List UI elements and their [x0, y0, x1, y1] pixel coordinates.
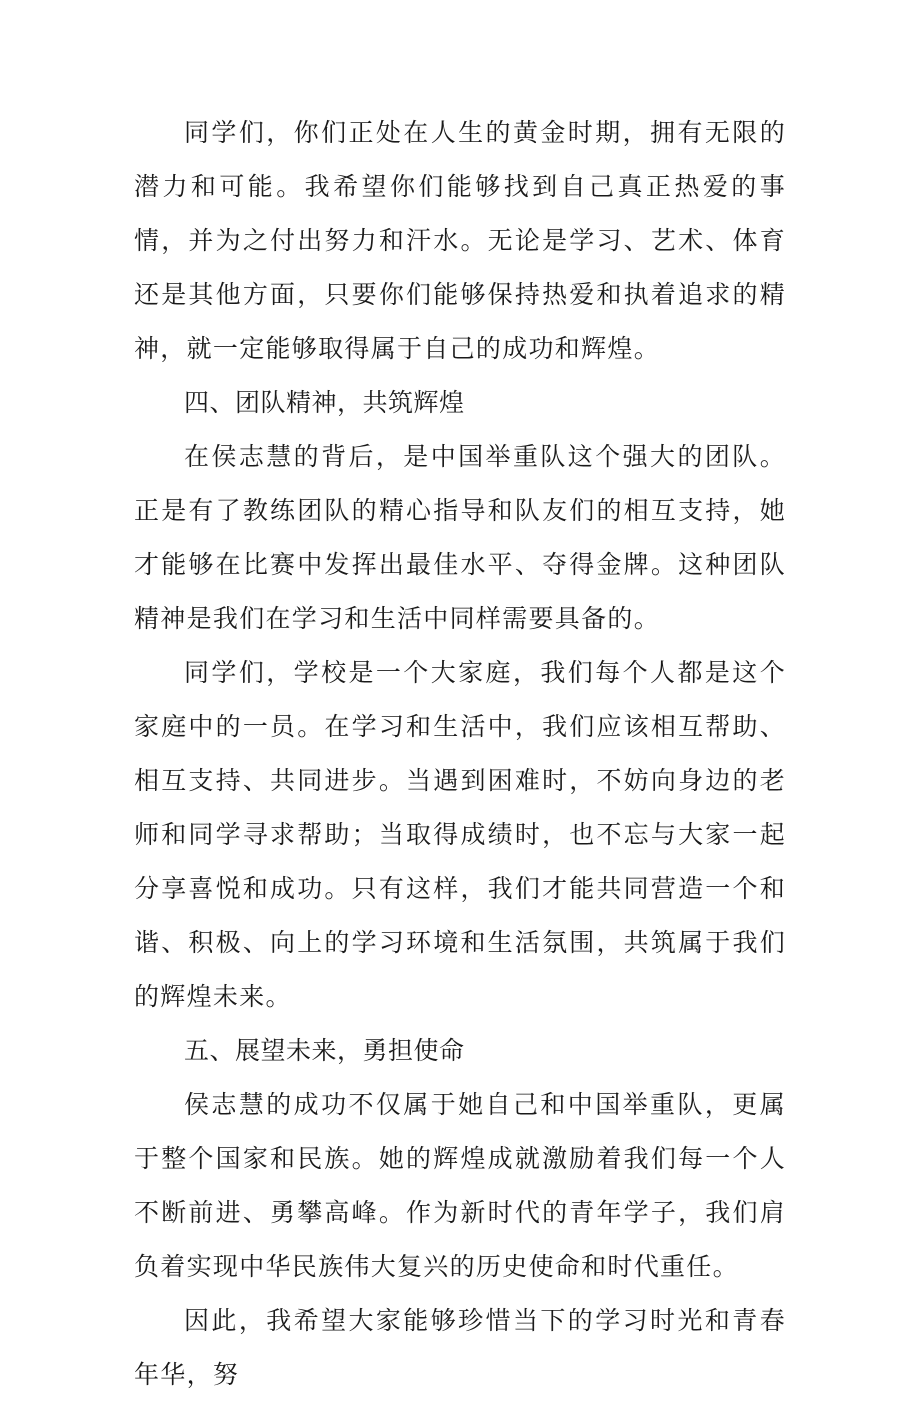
paragraph-cherish: 因此，我希望大家能够珍惜当下的学习时光和青春年华，努: [134, 1306, 786, 1389]
paragraph-team-behind: 在侯志慧的背后，是中国举重队这个强大的团队。正是有了教练团队的精心指导和队友们的相互支持，她才能够在比赛中发挥出最佳水平、夺得金牌。这种团队精神是我们在学习和生活中同样需要具备的。: [134, 442, 786, 633]
paragraph-school-family: 同学们，学校是一个大家庭，我们每个人都是这个家庭中的一员。在学习和生活中，我们应该相互帮助、相互支持、共同进步。当遇到困难时，不妨向身边的老师和同学寻求帮助；当取得成绩时，也不忘与大家一起分享喜悦和成功。只有这样，我们才能共同营造一个和谐、积极、向上的学习环境和生活氛围，共筑属于我们的辉煌未来。: [134, 658, 786, 1011]
section-heading-teamwork: 四、团队精神，共筑辉煌: [184, 388, 465, 417]
paragraph-mission: 侯志慧的成功不仅属于她自己和中国举重队，更属于整个国家和民族。她的辉煌成就激励着我们每一个人不断前进、勇攀高峰。作为新时代的青年学子，我们肩负着实现中华民族伟大复兴的历史使命和时代重任。: [134, 1090, 786, 1281]
document-body: [134, 106, 786, 1402]
section-heading-future: 五、展望未来，勇担使命: [184, 1036, 465, 1065]
paragraph-talent: 同学们，你们正处在人生的黄金时期，拥有无限的潜力和可能。我希望你们能够找到自己真正热爱的事情，并为之付出努力和汗水。无论是学习、艺术、体育还是其他方面，只要你们能够保持热爱和执着追求的精神，就一定能够取得属于自己的成功和辉煌。: [134, 118, 786, 363]
